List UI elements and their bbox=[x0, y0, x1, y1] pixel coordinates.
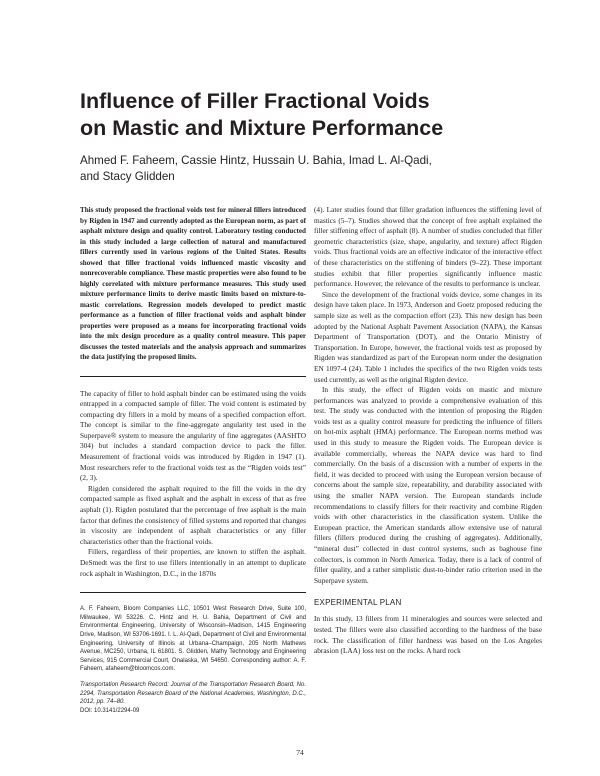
abstract: This study proposed the fractional voids test for mineral fillers introduced by Rigden in 1947 and currently adopted as the European norm, as part of asphalt mixture design and quality control. Laboratory testing conducted in this study included a large collection of natural and manufactured fillers currently used in various regions of the United States. Results showed that filler fractional voids influenced mastic viscosity and nonrecoverable compliance. These mastic properties were also found to be highly correlated with mixture performance measures. This study used mixture performance limits to derive mastic limits based on mixture-to-mastic correlations. Regression models developed to predict mastic performance as a function of filler fractional voids and asphalt binder properties were proposed as a means for incorporating fractional voids into the mix design procedure as a quality control measure. This paper discusses the tested materials and the analysis approach and summarizes the data justifying the proposed limits. bbox=[80, 206, 306, 361]
body-paragraph: In this study, the effect of Rigden voids on mastic and mixture performances was analyzed to provide a comprehensive evaluation of this test. The study was conducted with the intention of proposing the Rigden voids test as a quality control measure for predicting the influence of fillers on hot-mix asphalt (HMA) performance. The European norms method was used in this study to measure the Rigden voids. The European device is available commercially, whereas the NAPA device was hard to find commercially. On the basis of a discussion with a number of experts in the field, it was decided to proceed with using the European version because of concerns about the sample size, repeatability, and durability associated with using the smaller NAPA version. The European standards include recommendations to classify fillers for their reactivity and combine Rigden voids with other characteristics in the classification system. Unlike the European practice, the American standards allow extensive use of natural fillers (fillers produced during the crushing of aggregates). Additionally, “mineral dust” collected in dust control systems, such as baghouse fine collectors, is common in North America. Today, there is a lack of control of filler quality, and a rather simplistic dust-to-binder ratio criterion used in the Superpave system. bbox=[314, 385, 542, 585]
body-paragraph: The capacity of filler to hold asphalt binder can be estimated using the voids entrapped in a compacted sample of filler. The void content is estimated by compacting dry fillers in a mold by means of a specified compaction effort. The concept is similar to the fine-aggregate angularity test used in the Superpave® system to measure the angularity of fine aggregates (AASHTO 304) but includes a standard compaction device to pack the filler. Measurement of fractional voids was introduced by Rigden in 1947 (1). Most researchers refer to the fractional voids test as the “Rigden voids test” (2, 3). bbox=[80, 388, 306, 483]
body-paragraph: In this study, 13 fillers from 11 mineralogies and sources were selected and tested. The fillers were also classified according to the hardness of the base rock. The classification of filler hardness was based on the Los Angeles abrasion (LAA) loss test on the rocks. A hard rock bbox=[314, 614, 542, 656]
article-title bbox=[80, 88, 560, 142]
author-line-2: and Stacy Glidden bbox=[80, 170, 175, 183]
citation-text: Transportation Research Record: Journal of the Transportation Research Board, No. 2294, Transportation Research Board of the National Academies, Washington, D.C., 2012, pp. 74–80. bbox=[80, 681, 306, 706]
doi[interactable]: DOI: 10.3141/2294-09 bbox=[80, 707, 140, 714]
footnote-divider bbox=[80, 592, 306, 593]
author-affiliations: A. F. Faheem, Bloom Companies LLC, 10501 West Research Drive, Suite 100, Milwaukee, WI 53226. C. Hintz and H. U. Bahia, Department of Civil and Environmental Engineering, University of Wisconsin–Madison, 1415 Engineering Drive, Madison, WI 53706-1691. I. L. Al-Qadi, Department of Civil and Environmental Engineering, University of Illinois at Urbana–Champaign, 205 North Mathews Avenue, MC250, Urbana, IL 61801. S. Glidden, Mathy Technology and Engineering Services, 915 Commercial Court, Onalaska, WI 54650. Corresponding author: A. F. Faheem, afaheem@bloomcos.com. bbox=[80, 606, 306, 673]
body-paragraph: (4). Later studies found that filler gradation influences the stiffening level of mastics (5–7). Studies showed that the concept of free asphalt explained the filler stiffening effect of asphalt (8). A number of studies concluded that filler geometric characteristics (size, shape, angularity, and texture) affect Rigden voids. Thus fractional voids are an effective indicator of the interactive effect of these characteristics on the stiffening of binders (9–22). These important studies exhibit that filler properties significantly influence mastic performance. However, the relevance of the results to performance is unclear. bbox=[314, 205, 542, 289]
abstract-divider bbox=[80, 376, 306, 377]
section-heading: EXPERIMENTAL PLAN bbox=[314, 598, 402, 608]
left-column bbox=[80, 205, 306, 715]
author-list bbox=[80, 153, 560, 185]
body-paragraph: Rigden considered the asphalt required to the fill the voids in the dry compacted sample as fixed asphalt and the asphalt in excess of that as free asphalt (1). Rigden postulated that the percentage of free asphalt is the main factor that defines the consistency of filled systems and reported that changes in viscosity are independent of asphalt characteristics or any filler characteristics other than the fractional voids. bbox=[80, 483, 306, 546]
title-line-1: Influence of Filler Fractional Voids bbox=[80, 89, 430, 113]
right-column bbox=[314, 205, 542, 657]
title-line-2: on Mastic and Mixture Performance bbox=[80, 116, 444, 140]
body-paragraph: Since the development of the fractional voids device, some changes in its design have taken place. In 1973, Anderson and Goetz proposed reducing the sample size as well as the compaction effort (23). This new design has been adopted by the National Asphalt Pavement Association (NAPA), the Kansas Department of Transportation (DOT), and the Ontario Ministry of Transportation. In Europe, however, the fractional voids test as proposed by Rigden was standardized as part of the European norm under the designation EN 1097-4 (24). Table 1 includes the specifics of the two Rigden voids tests used currently, as well as the original Rigden device. bbox=[314, 289, 542, 384]
body-paragraph: Fillers, regardless of their properties, are known to stiffen the asphalt. DeSmedt was the first to use fillers intentionally in an attempt to duplicate rock asphalt in Washington, D.C., in the 1870s bbox=[80, 547, 306, 578]
author-line-1: Ahmed F. Faheem, Cassie Hintz, Hussain U. Bahia, Imad L. Al-Qadi, bbox=[80, 154, 432, 167]
page-number: 74 bbox=[296, 748, 304, 757]
journal-citation bbox=[80, 681, 306, 715]
